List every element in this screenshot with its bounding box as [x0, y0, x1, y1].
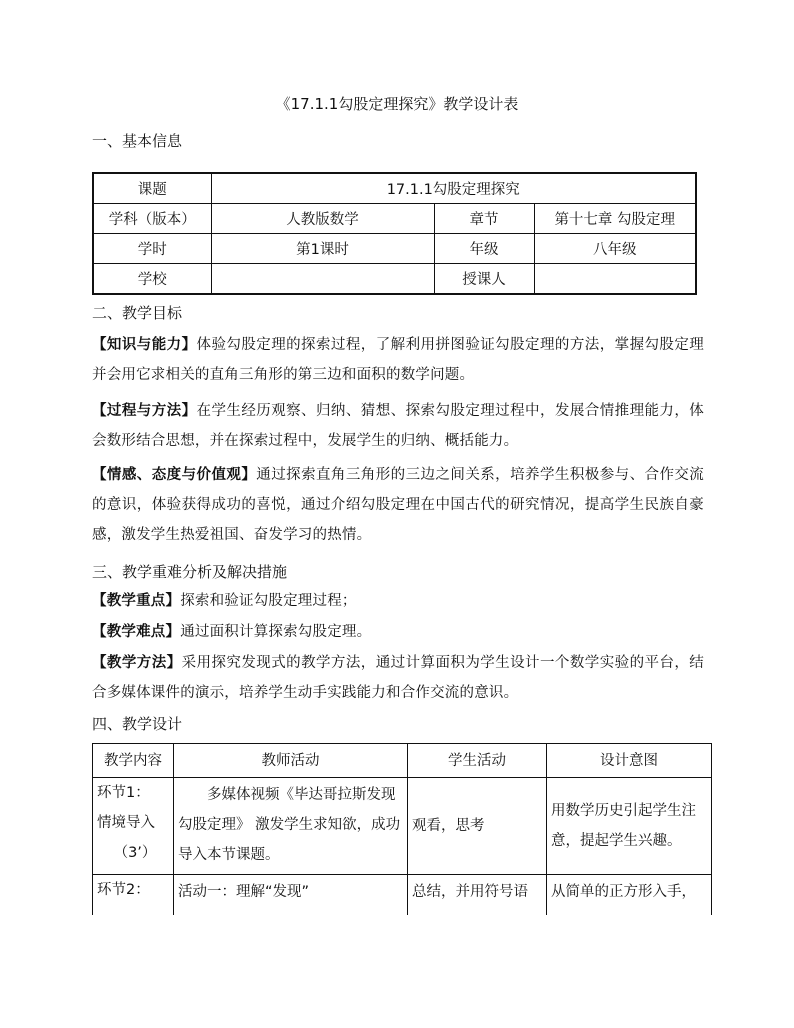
basic-info-table	[92, 172, 697, 295]
analysis-key-text: 探索和验证勾股定理过程；	[180, 593, 357, 609]
stage-title: 情境导入	[97, 815, 155, 831]
table-row	[93, 234, 696, 264]
analysis-difficulty-tag: 【教学难点】	[92, 624, 181, 640]
column-header: 学生活动	[408, 744, 547, 778]
student-activity: 观看，思考	[408, 778, 547, 875]
table-row	[93, 204, 696, 234]
column-header: 设计意图	[547, 744, 712, 778]
teaching-design-table	[92, 743, 712, 915]
stage-cell	[93, 875, 174, 916]
objective-process-tag: 【过程与方法】	[92, 403, 197, 419]
design-intent: 用数学历史引起学生注意，提起学生兴趣。	[547, 778, 712, 875]
analysis-method-tag: 【教学方法】	[92, 655, 182, 671]
analysis-key-point	[92, 586, 704, 616]
table-row	[93, 264, 696, 295]
section-heading-design: 四、教学设计	[92, 715, 183, 733]
period-value: 第1课时	[211, 234, 434, 264]
objective-knowledge-text: 体验勾股定理的探索过程，了解利用拼图验证勾股定理的方法，掌握勾股定理并会用它求相关的直角三角形的第三边和面积的数学问题。	[92, 337, 704, 383]
student-activity: 总结，并用符号语	[408, 875, 547, 916]
section-heading-basic-info: 一、基本信息	[92, 132, 183, 150]
analysis-difficulty	[92, 617, 704, 647]
school-value	[211, 264, 434, 295]
subject-label: 学科（版本）	[93, 204, 211, 234]
section-heading-objectives: 二、教学目标	[92, 304, 183, 322]
stage-cell	[93, 778, 174, 875]
table-header-row	[93, 744, 712, 778]
section-heading-analysis: 三、教学重难分析及解决措施	[92, 563, 288, 581]
teacher-activity: 多媒体视频《毕达哥拉斯发现勾股定理》 激发学生求知欲，成功导入本节课题。	[174, 778, 408, 875]
period-label: 学时	[93, 234, 211, 264]
table-row	[93, 778, 712, 875]
column-header: 教学内容	[93, 744, 174, 778]
objective-process	[92, 396, 704, 456]
topic-value: 17.1.1勾股定理探究	[211, 173, 696, 204]
analysis-method-text: 采用探究发现式的教学方法，通过计算面积为学生设计一个数学实验的平台，结合多媒体课件的演示，培养学生动手实践能力和合作交流的意识。	[92, 655, 705, 701]
table-row	[93, 875, 712, 916]
analysis-method	[92, 648, 704, 708]
subject-value: 人教版数学	[211, 204, 434, 234]
stage-label: 环节1：	[97, 785, 150, 801]
teacher-label: 授课人	[434, 264, 534, 295]
objective-knowledge-tag: 【知识与能力】	[92, 337, 197, 353]
column-header: 教师活动	[174, 744, 408, 778]
chapter-label: 章节	[434, 204, 534, 234]
objective-emotion-text: 通过探索直角三角形的三边之间关系，培养学生积极参与、合作交流的意识，体验获得成功的喜悦，通过介绍勾股定理在中国古代的研究情况，提高学生民族自豪感，激发学生热爱祖国、奋发学习的热情。	[92, 467, 705, 543]
objective-process-text: 在学生经历观察、归纳、猜想、探索勾股定理过程中，发展合情推理能力，体会数形结合思想，并在探索过程中，发展学生的归纳、概括能力。	[92, 403, 704, 449]
grade-label: 年级	[434, 234, 534, 264]
table-row	[93, 173, 696, 204]
objective-emotion-tag: 【情感、态度与价值观】	[92, 467, 257, 483]
grade-value: 八年级	[534, 234, 696, 264]
topic-label: 课题	[93, 173, 211, 204]
teacher-value	[534, 264, 696, 295]
objective-knowledge	[92, 330, 704, 390]
document-title: 《17.1.1勾股定理探究》教学设计表	[275, 95, 519, 113]
teacher-activity: 活动一：理解“发现”	[174, 875, 408, 916]
stage-duration: （3’）	[113, 845, 157, 861]
school-label: 学校	[93, 264, 211, 295]
analysis-difficulty-text: 通过面积计算探索勾股定理。	[180, 624, 372, 640]
stage-label: 环节2：	[97, 882, 150, 898]
objective-emotion	[92, 460, 704, 550]
analysis-key-tag: 【教学重点】	[92, 593, 181, 609]
design-intent: 从简单的正方形入手，	[547, 875, 712, 916]
chapter-value: 第十七章 勾股定理	[534, 204, 696, 234]
